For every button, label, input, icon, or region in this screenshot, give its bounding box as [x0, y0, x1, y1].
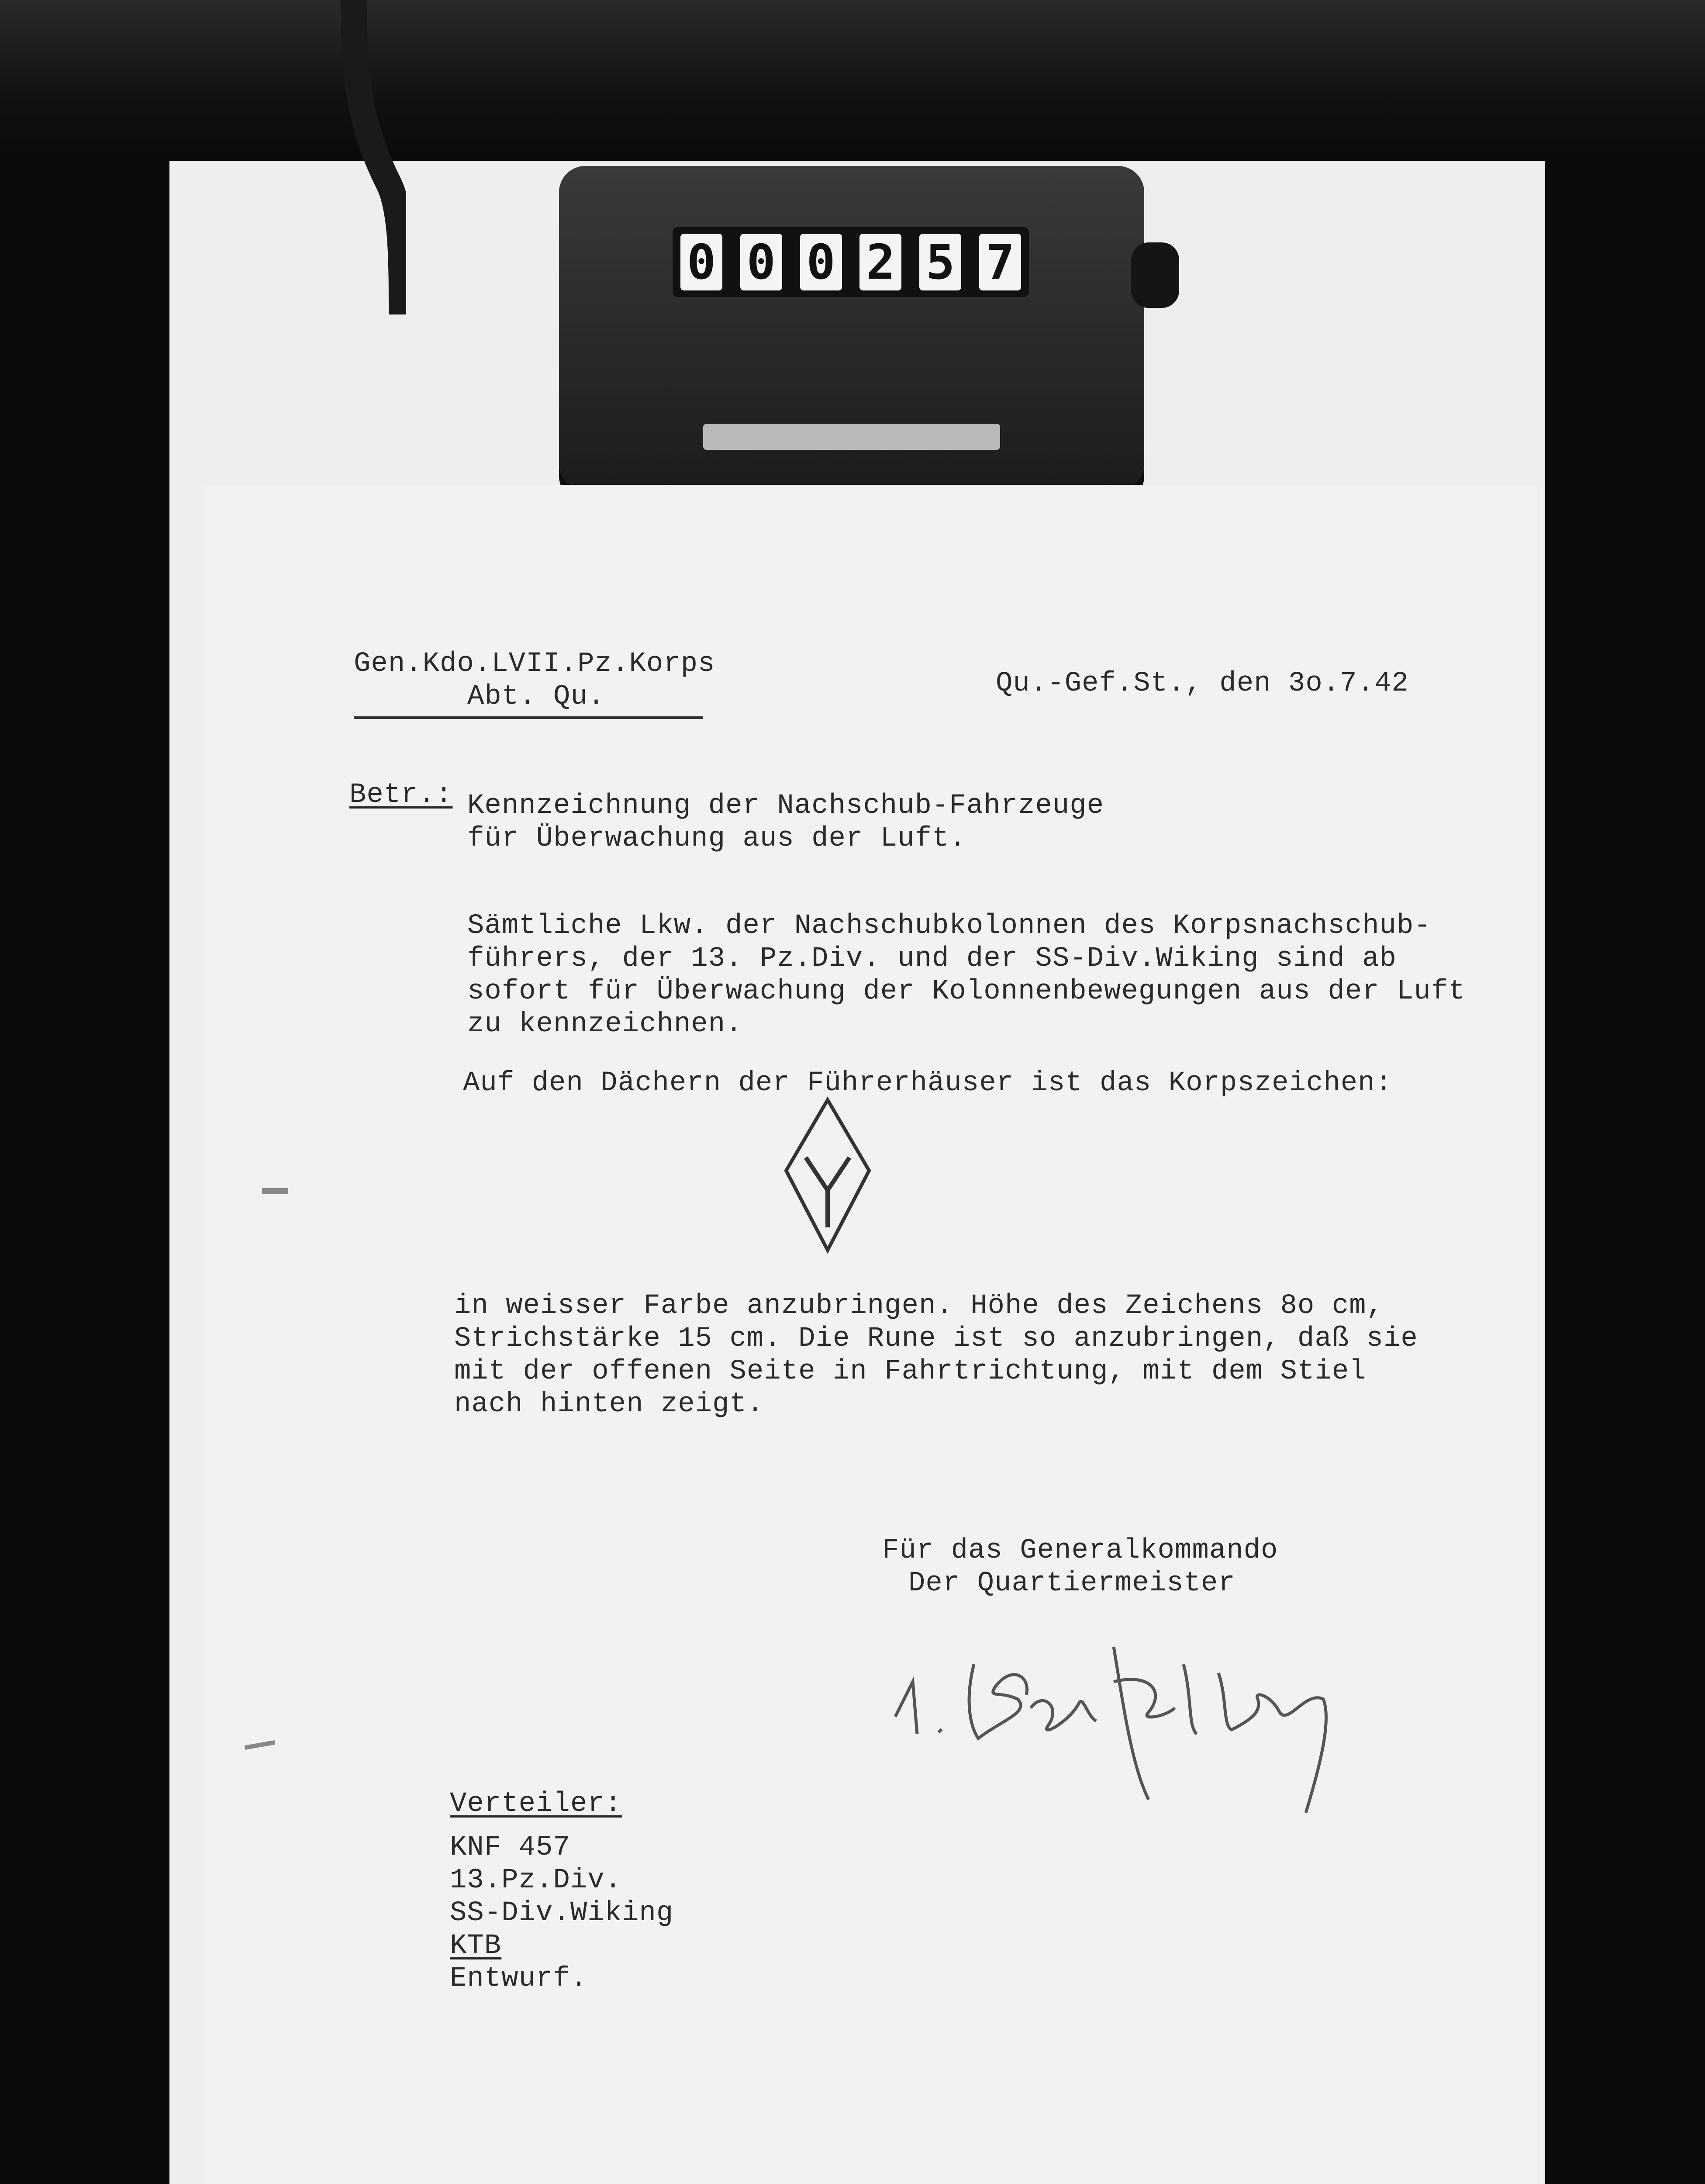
distribution-item: Entwurf. — [450, 1963, 588, 1994]
body-line: Sämtliche Lkw. der Nachschubkolonnen des Korpsnachschub- — [467, 910, 1431, 942]
body-line: Auf den Dächern der Führerhäuser ist das Korpszeichen: — [463, 1068, 1392, 1099]
sender-line1: Gen.Kdo.LVII.Pz.Korps — [354, 648, 715, 680]
subject-line1: Kennzeichnung der Nachschub-Fahrzeuge — [467, 790, 1104, 822]
counter-slot — [703, 424, 1000, 450]
counter-digit: 7 — [979, 234, 1021, 290]
counter-digit: 0 — [800, 234, 842, 290]
counter-knob — [1131, 242, 1179, 308]
counter-cable — [336, 0, 406, 314]
subject-line2: für Überwachung aus der Luft. — [467, 823, 966, 854]
letter-sheet — [205, 485, 1537, 2184]
body-line: in weisser Farbe anzubringen. Höhe des Zeichens 8o cm, — [454, 1290, 1384, 1322]
body-line: mit der offenen Seite in Fahrtrichtung, mit dem Stiel — [454, 1356, 1367, 1387]
counter-window — [673, 227, 1029, 297]
distribution-item: KNF 457 — [450, 1832, 570, 1863]
subject-label: Betr.: — [349, 779, 453, 811]
frame-counter — [559, 166, 1144, 489]
place-date: Qu.-Gef.St., den 3o.7.42 — [996, 668, 1409, 699]
body-line: führers, der 13. Pz.Div. und der SS-Div.Wiking sind ab — [467, 943, 1397, 975]
handwritten-signature — [887, 1612, 1367, 1821]
film-border-top — [0, 0, 1705, 166]
counter-digit: 2 — [859, 234, 901, 290]
body-line: Strichstärke 15 cm. Die Rune ist so anzubringen, daß sie — [454, 1323, 1418, 1355]
sender-line2: Abt. Qu. — [467, 681, 605, 712]
distribution-item: KTB — [450, 1930, 502, 1962]
counter-digit: 0 — [680, 234, 722, 290]
closing-line1: Für das Generalkommando — [882, 1535, 1278, 1566]
counter-digit: 0 — [740, 234, 782, 290]
counter-digit: 5 — [919, 234, 961, 290]
margin-mark — [245, 1740, 276, 1750]
distribution-label: Verteiler: — [450, 1788, 622, 1820]
sender-underline — [354, 716, 703, 719]
body-line: zu kennzeichnen. — [467, 1009, 743, 1040]
closing-line2: Der Quartiermeister — [908, 1568, 1236, 1599]
margin-mark — [262, 1188, 288, 1194]
body-line: sofort für Überwachung der Kolonnenbewegungen aus der Luft — [467, 976, 1466, 1007]
distribution-item: 13.Pz.Div. — [450, 1865, 622, 1896]
distribution-item: SS-Div.Wiking — [450, 1897, 674, 1929]
corps-rune-icon — [782, 1096, 873, 1254]
body-line: nach hinten zeigt. — [454, 1389, 764, 1420]
